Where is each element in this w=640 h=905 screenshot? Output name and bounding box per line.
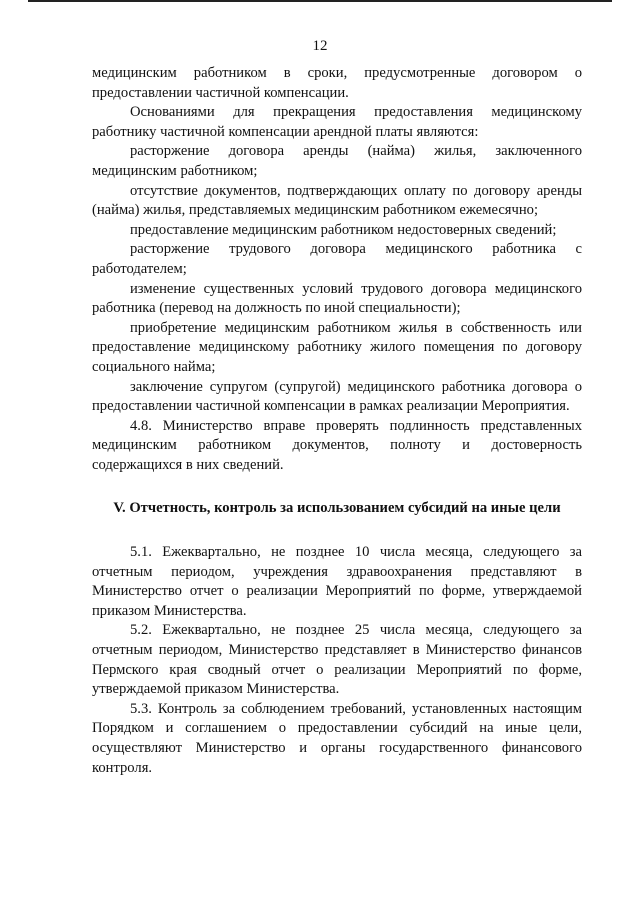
paragraph: 5.1. Ежеквартально, не позднее 10 числа месяца, следующего за отчетным периодом, учреждения здравоохранения представляют в Министерство отчет о реализации Мероприятий по форме, утверждаемой приказом Министерства.: [92, 544, 582, 619]
paragraph: заключение супругом (супругой) медицинского работника договора о предоставлении частичной компенсации в рамках реализации Мероприятия.: [92, 378, 582, 415]
document-body: [92, 64, 582, 778]
paragraph: предоставление медицинским работником недостоверных сведений;: [130, 221, 557, 238]
paragraph: 5.3. Контроль за соблюдением требований, установленных настоящим Порядком и соглашением о предоставлении субсидий на иные цели, осуществляют Министерство и органы государственного финансового контроля.: [92, 700, 582, 776]
paragraph: Основаниями для прекращения предоставления медицинскому работнику частичной компенсации арендной платы являются:: [92, 104, 582, 140]
section-heading: V. Отчетность, контроль за использованием субсидий на иные цели: [113, 500, 561, 517]
paragraph: отсутствие документов, подтверждающих оплату по договору аренды (найма) жилья, представляемых медицинским работником ежемесячно;: [92, 182, 582, 219]
paragraph: изменение существенных условий трудового договора медицинского работника (перевод на должность по иной специальности);: [92, 280, 582, 317]
paragraph: 5.2. Ежеквартально, не позднее 25 числа месяца, следующего за отчетным периодом, Министерство представляет в Министерство финансов Пермского края сводный отчет о реализации Мероприятий по форме, утверждаемой приказом Министерства.: [92, 622, 582, 698]
paragraph: 4.8. Министерство вправе проверять подлинность представленных медицинским работником документов, полноту и достоверность содержащихся в них сведений.: [92, 417, 582, 473]
paragraph: расторжение договора аренды (найма) жилья, заключенного медицинским работником;: [92, 143, 582, 179]
paragraph: приобретение медицинским работником жилья в собственность или предоставление медицинскому работнику жилого помещения по договору социального найма;: [92, 319, 582, 375]
paragraph: медицинским работником в сроки, предусмотренные договором о предоставлении частичной компенсации.: [92, 65, 582, 101]
paragraph: расторжение трудового договора медицинского работника с работодателем;: [92, 241, 582, 277]
page-top-border: [28, 0, 612, 2]
page-number: 12: [312, 38, 328, 54]
